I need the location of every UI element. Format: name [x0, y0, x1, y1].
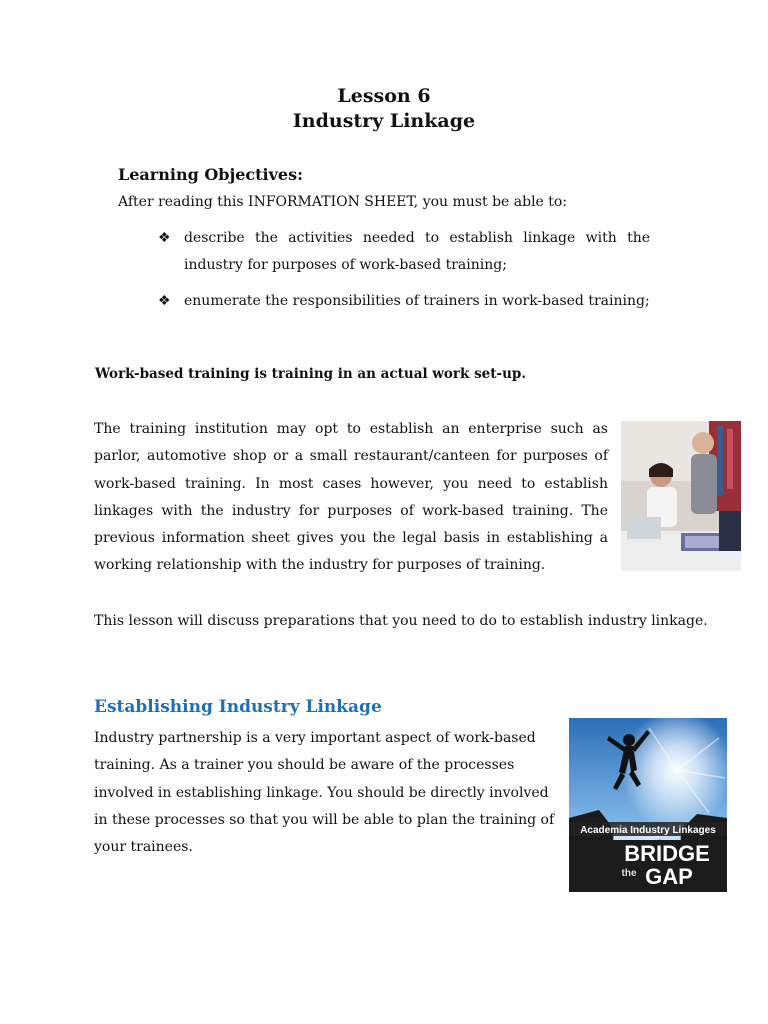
- bridge-word-the: the: [621, 868, 637, 879]
- paragraph-lesson-intro: This lesson will discuss preparations that you need to do to establish industry linkage.: [94, 613, 708, 629]
- bridge-word: BRIDGE: [624, 841, 710, 866]
- paragraph-enterprise: The training institution may opt to establish an enterprise such as parlor, automotive shop or a small restaurant/canteen for purposes of work-based training. In most cases however, you need to establish linkages with the industry for purposes of work-based training. The previous information sheet gives you the legal basis in establishing a working relationship with the industry for purposes of training.: [94, 421, 608, 574]
- bridge-the-gap-image: [569, 718, 727, 892]
- training-photo: [621, 421, 741, 571]
- objectives-heading: Learning Objectives:: [118, 165, 304, 184]
- paragraph-partnership: Industry partnership is a very important aspect of work-based training. As a trainer you should be aware of the processes involved in establishing linkage. You should be directly involved in these processes so that you will be able to plan the training of your trainees.: [94, 730, 555, 856]
- objectives-intro: After reading this INFORMATION SHEET, you must be able to:: [118, 194, 568, 210]
- lesson-number: Lesson 6: [337, 85, 431, 107]
- gap-word: GAP: [645, 864, 693, 889]
- definition-text: Work-based training is training in an actual work set-up.: [95, 366, 527, 382]
- bridge-caption: Academia Industry Linkages: [580, 825, 716, 836]
- diamond-bullet-icon: ❖: [158, 293, 171, 309]
- objective-item: enumerate the responsibilities of trainers in work-based training;: [184, 293, 650, 309]
- lesson-title: Industry Linkage: [292, 110, 476, 132]
- section-heading: Establishing Industry Linkage: [94, 697, 382, 717]
- objective-item: describe the activities needed to establish linkage with the industry for purposes of work-based training;: [184, 230, 650, 273]
- diamond-bullet-icon: ❖: [158, 230, 171, 246]
